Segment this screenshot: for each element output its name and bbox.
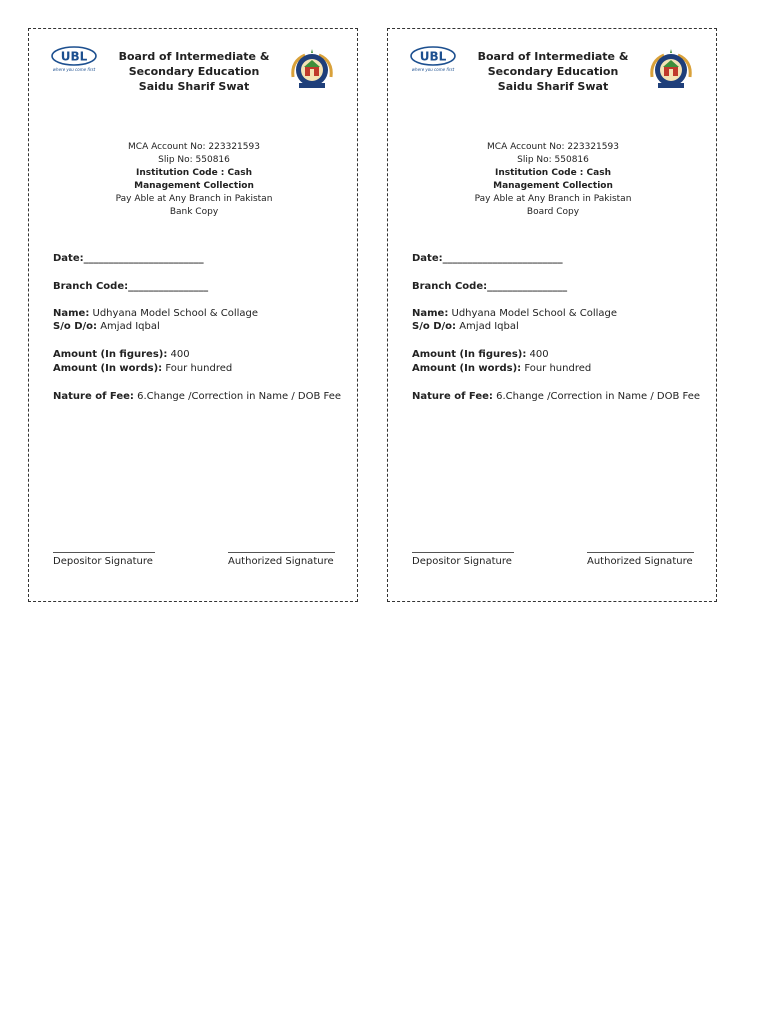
name-label: Name: <box>53 308 90 319</box>
branch-code-label: Branch Code: <box>412 281 488 292</box>
amount-words-label: Amount (In words): <box>53 363 163 374</box>
institution-code-line2: Management Collection <box>493 181 613 191</box>
name-value: Udhyana Model School & Collage <box>92 308 259 319</box>
mca-account: MCA Account No: 223321593 <box>128 142 260 152</box>
authorized-signature-label: Authorized Signature <box>587 556 693 567</box>
date-field <box>412 252 563 266</box>
institution-code-line1: Institution Code : Cash <box>495 168 611 178</box>
branch-code-field <box>53 280 208 294</box>
copy-type: Board Copy <box>526 207 580 217</box>
amount-figures-field <box>412 348 549 362</box>
authorized-signature-line <box>587 552 694 553</box>
board-seal-icon <box>646 47 696 91</box>
ubl-logo <box>51 45 101 75</box>
board-title <box>107 49 281 94</box>
board-title-line3: Saidu Sharif Swat <box>138 80 250 93</box>
date-blank: ________________________ <box>442 253 563 264</box>
copy-type: Bank Copy <box>169 207 219 217</box>
depositor-signature-label: Depositor Signature <box>53 556 153 567</box>
board-title-line2: Secondary Education <box>487 65 619 78</box>
ubl-logo-text: UBL <box>60 49 88 64</box>
ubl-tagline: where you come first <box>52 67 96 72</box>
relation-label: S/o D/o: <box>412 321 457 332</box>
name-field <box>53 307 258 321</box>
relation-value: Amjad Iqbal <box>100 321 160 332</box>
relation-field <box>412 320 519 334</box>
date-label: Date: <box>412 253 443 264</box>
amount-figures-value: 400 <box>170 349 190 360</box>
slip-number: Slip No: 550816 <box>158 155 230 165</box>
relation-field <box>53 320 160 334</box>
board-seal-icon <box>287 47 337 91</box>
relation-label: S/o D/o: <box>53 321 98 332</box>
board-title <box>466 49 640 94</box>
account-info <box>69 141 319 219</box>
challan-slip-board-copy <box>387 28 717 602</box>
authorized-signature-line <box>228 552 335 553</box>
depositor-signature-line <box>412 552 514 553</box>
depositor-signature-line <box>53 552 155 553</box>
authorized-signature-label: Authorized Signature <box>228 556 334 567</box>
institution-code-line2: Management Collection <box>134 181 254 191</box>
amount-words-value: Four hundred <box>165 363 233 374</box>
relation-value: Amjad Iqbal <box>459 321 519 332</box>
amount-words-value: Four hundred <box>524 363 592 374</box>
date-blank: ________________________ <box>83 253 204 264</box>
account-info <box>428 141 678 219</box>
amount-words-label: Amount (In words): <box>412 363 522 374</box>
board-title-line1: Board of Intermediate & <box>477 50 629 63</box>
date-label: Date: <box>53 253 84 264</box>
ubl-logo <box>410 45 460 75</box>
board-title-line3: Saidu Sharif Swat <box>497 80 609 93</box>
fee-label: Nature of Fee: <box>53 391 134 402</box>
mca-account: MCA Account No: 223321593 <box>487 142 619 152</box>
fee-value: 6.Change /Correction in Name / DOB Fee <box>137 391 342 402</box>
branch-code-label: Branch Code: <box>53 281 129 292</box>
amount-words-field <box>412 362 591 376</box>
amount-figures-value: 400 <box>529 349 549 360</box>
payable-note: Pay Able at Any Branch in Pakistan <box>115 194 273 204</box>
fee-value: 6.Change /Correction in Name / DOB Fee <box>496 391 701 402</box>
ubl-tagline: where you come first <box>411 67 455 72</box>
slip-number: Slip No: 550816 <box>517 155 589 165</box>
name-label: Name: <box>412 308 449 319</box>
depositor-signature-label: Depositor Signature <box>412 556 512 567</box>
amount-figures-label: Amount (In figures): <box>53 349 168 360</box>
board-title-line1: Board of Intermediate & <box>118 50 270 63</box>
branch-code-blank: ________________ <box>487 281 568 292</box>
ubl-logo-text: UBL <box>419 49 447 64</box>
institution-code-line1: Institution Code : Cash <box>136 168 252 178</box>
board-title-line2: Secondary Education <box>128 65 260 78</box>
amount-figures-label: Amount (In figures): <box>412 349 527 360</box>
name-value: Udhyana Model School & Collage <box>451 308 618 319</box>
nature-of-fee-field <box>412 390 702 404</box>
payable-note: Pay Able at Any Branch in Pakistan <box>474 194 632 204</box>
amount-words-field <box>53 362 232 376</box>
date-field <box>53 252 204 266</box>
fee-label: Nature of Fee: <box>412 391 493 402</box>
nature-of-fee-field <box>53 390 343 404</box>
amount-figures-field <box>53 348 190 362</box>
branch-code-field <box>412 280 567 294</box>
challan-slip-bank-copy <box>28 28 358 602</box>
name-field <box>412 307 617 321</box>
branch-code-blank: ________________ <box>128 281 209 292</box>
